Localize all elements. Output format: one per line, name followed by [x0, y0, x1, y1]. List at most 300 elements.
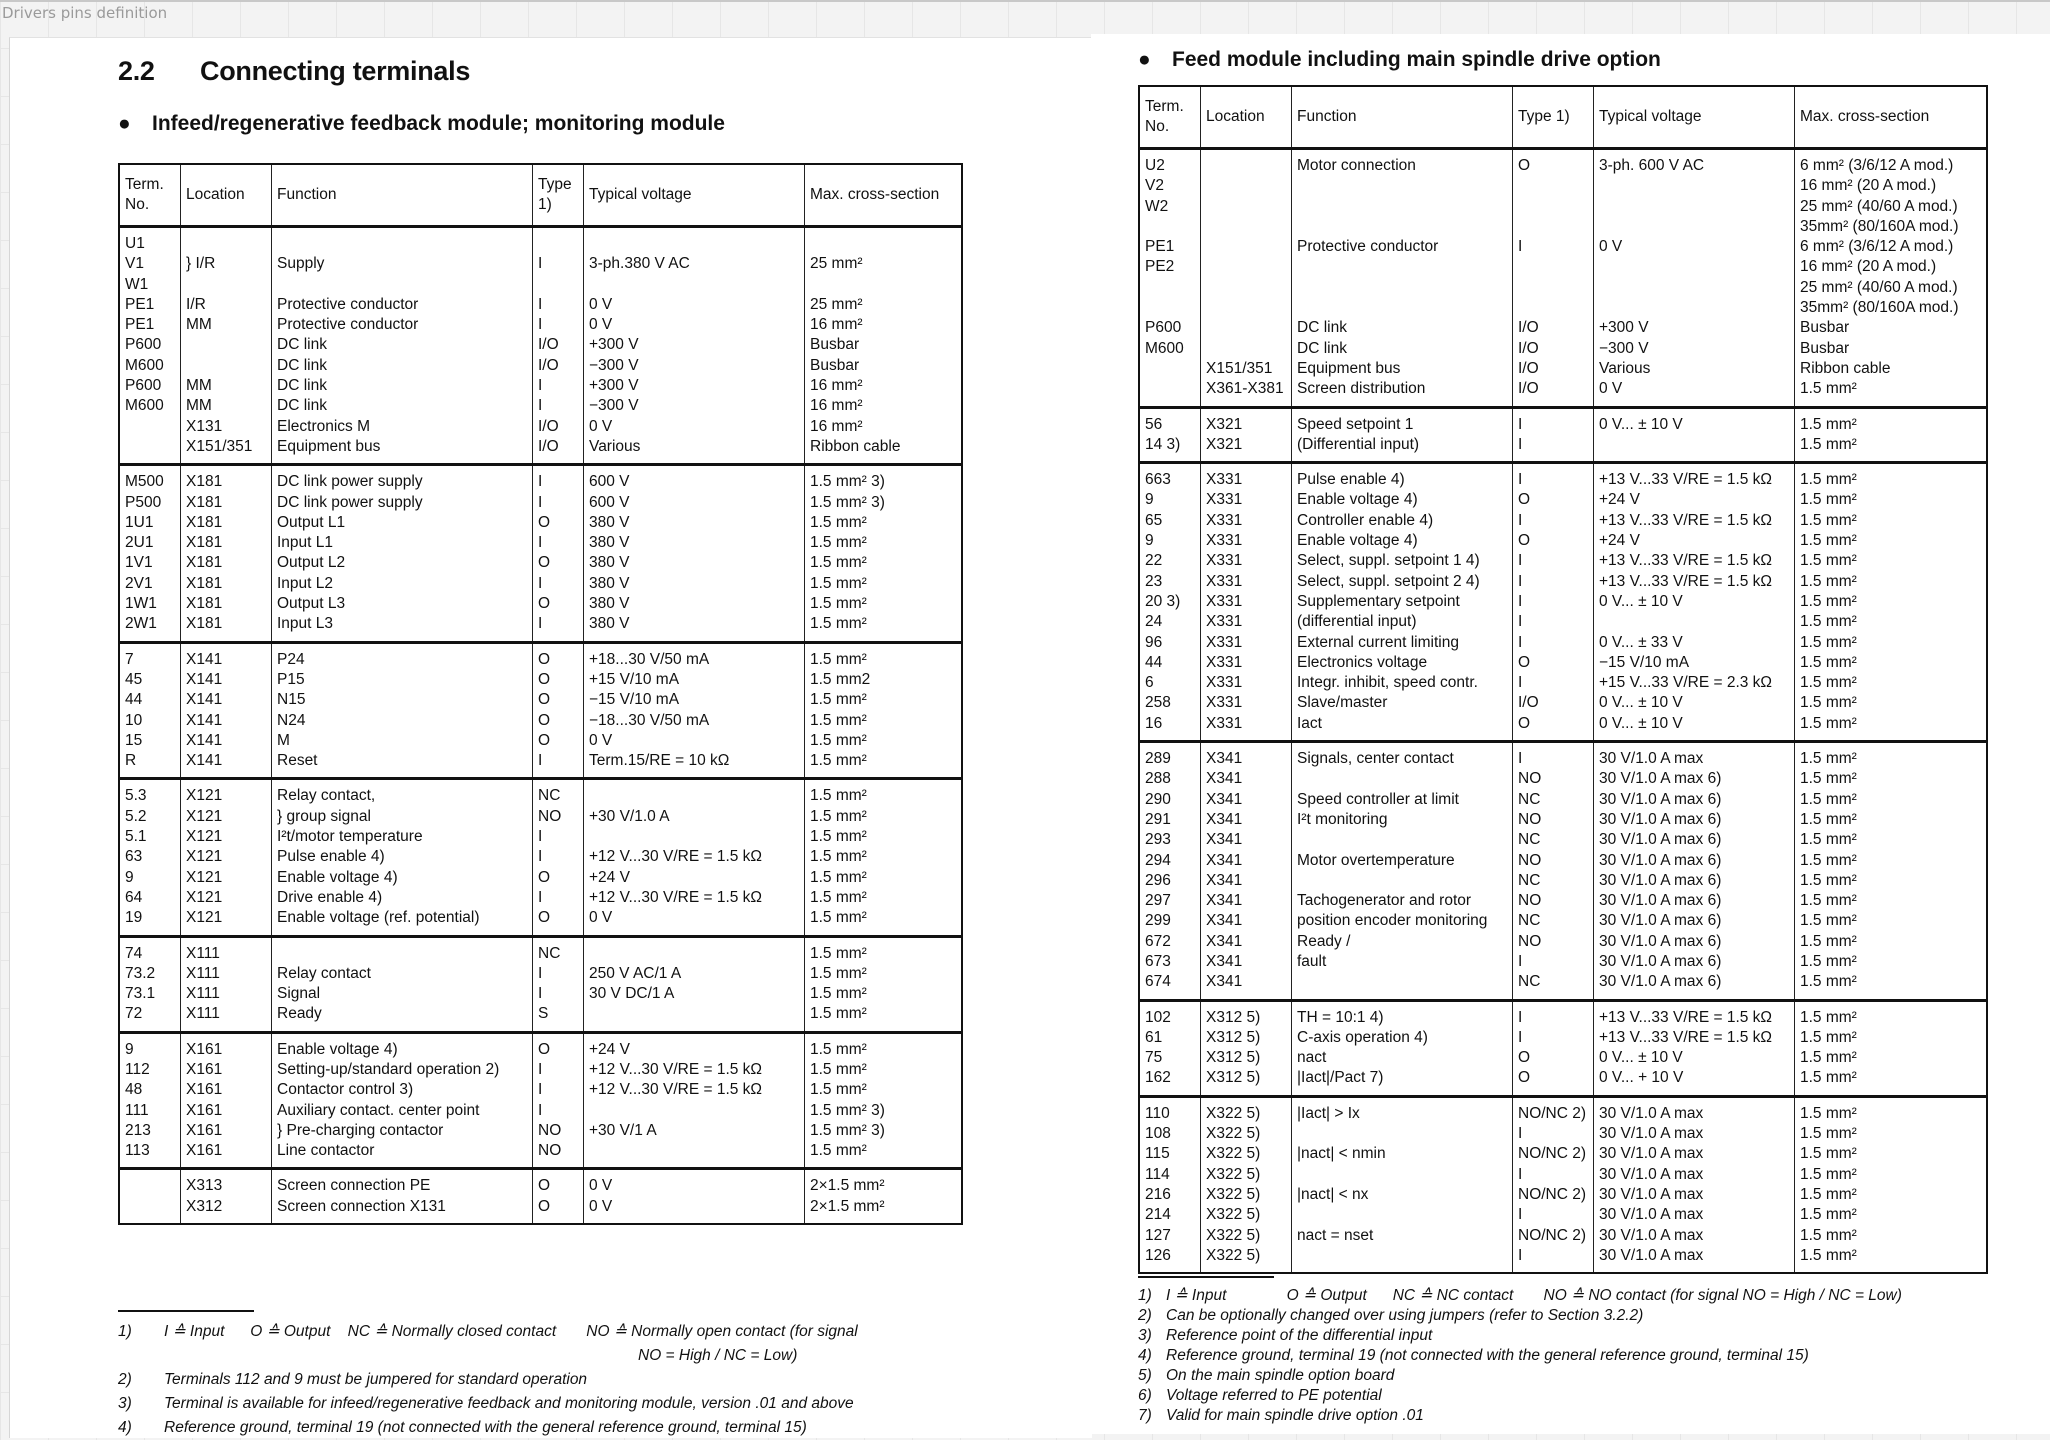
function-cell	[272, 227, 533, 255]
row-group	[1139, 407, 1987, 463]
table-row	[1139, 653, 1987, 673]
term-no-cell: 9	[1139, 531, 1201, 551]
term-no-cell: PE2	[1139, 257, 1201, 277]
typical-voltage-cell	[584, 275, 805, 295]
cross-section-cell: 1.5 mm² 3)	[805, 1101, 963, 1121]
function-cell: Input L1	[272, 533, 533, 553]
term-no-cell	[1139, 298, 1201, 318]
document-title: Drivers pins definition	[2, 4, 168, 22]
cross-section-cell: 1.5 mm² 3)	[805, 1121, 963, 1141]
table-row	[1139, 1124, 1987, 1144]
table-row	[1139, 490, 1987, 510]
cross-section-cell: Busbar	[1795, 339, 1988, 359]
type-cell: NC	[1513, 790, 1594, 810]
typical-voltage-cell: 0 V... ± 10 V	[1594, 592, 1795, 612]
typical-voltage-cell: −300 V	[1594, 339, 1795, 359]
type-cell: I	[1513, 237, 1594, 257]
typical-voltage-cell	[1594, 257, 1795, 277]
left-subtitle	[118, 112, 725, 136]
table-row	[1139, 379, 1987, 407]
location-cell	[1201, 237, 1292, 257]
location-cell: X151/351	[181, 437, 272, 465]
function-cell: Auxiliary contact. center point	[272, 1101, 533, 1121]
function-cell: Relay contact,	[272, 779, 533, 807]
table-row	[119, 437, 962, 465]
term-no-cell: 64	[119, 888, 181, 908]
cross-section-cell: 1.5 mm²	[1795, 463, 1988, 491]
function-cell: Line contactor	[272, 1141, 533, 1169]
cross-section-cell: 16 mm²	[805, 376, 963, 396]
location-cell: MM	[181, 396, 272, 416]
function-cell: Controller enable 4)	[1292, 511, 1513, 531]
location-cell: X181	[181, 493, 272, 513]
typical-voltage-cell: 30 V/1.0 A max 6)	[1594, 871, 1795, 891]
typical-voltage-cell: 30 V/1.0 A max	[1594, 742, 1795, 770]
type-cell: I/O	[533, 417, 584, 437]
table-row	[1139, 176, 1987, 196]
function-cell	[1292, 278, 1513, 298]
location-cell: X181	[181, 574, 272, 594]
cross-section-cell: 35mm² (80/160A mod.)	[1795, 217, 1988, 237]
typical-voltage-cell: −15 V/10 mA	[584, 690, 805, 710]
typical-voltage-cell: 30 V/1.0 A max 6)	[1594, 790, 1795, 810]
typical-voltage-cell	[1594, 298, 1795, 318]
table-row	[1139, 149, 1987, 177]
cross-section-cell: 1.5 mm²	[805, 984, 963, 1004]
location-cell: X341	[1201, 911, 1292, 931]
function-cell: Input L2	[272, 574, 533, 594]
right-subtitle	[1138, 48, 1661, 72]
table-row	[119, 807, 962, 827]
location-cell: X331	[1201, 714, 1292, 742]
typical-voltage-cell: 0 V... ± 10 V	[1594, 714, 1795, 742]
function-cell	[1292, 1246, 1513, 1273]
cross-section-cell: 1.5 mm²	[1795, 1068, 1988, 1096]
type-cell: I	[533, 465, 584, 493]
cross-section-cell: 16 mm² (20 A mod.)	[1795, 257, 1988, 277]
type-cell: O	[533, 670, 584, 690]
location-cell: X331	[1201, 463, 1292, 491]
location-cell: X312 5)	[1201, 1068, 1292, 1096]
location-cell: X111	[181, 936, 272, 964]
function-cell: Signals, center contact	[1292, 742, 1513, 770]
term-no-cell: 2W1	[119, 614, 181, 642]
footnote	[118, 1416, 998, 1440]
location-cell: X331	[1201, 572, 1292, 592]
location-cell: X331	[1201, 511, 1292, 531]
table-row	[119, 594, 962, 614]
location-cell: X181	[181, 614, 272, 642]
location-cell	[1201, 149, 1292, 177]
bullet-icon: ●	[1138, 48, 1151, 71]
term-no-cell: V2	[1139, 176, 1201, 196]
type-cell: I	[533, 1080, 584, 1100]
term-no-cell: 9	[119, 868, 181, 888]
cross-section-cell: 1.5 mm²	[1795, 673, 1988, 693]
cross-section-cell: 1.5 mm²	[805, 594, 963, 614]
type-cell: O	[1513, 149, 1594, 177]
term-no-cell: 294	[1139, 851, 1201, 871]
term-no-cell: 10	[119, 711, 181, 731]
typical-voltage-cell: 30 V/1.0 A max 6)	[1594, 851, 1795, 871]
row-group	[1139, 149, 1987, 408]
cross-section-cell: 1.5 mm²	[1795, 891, 1988, 911]
function-cell: |nact| < nmin	[1292, 1144, 1513, 1164]
typical-voltage-cell: +12 V...30 V/RE = 1.5 kΩ	[584, 888, 805, 908]
typical-voltage-cell	[584, 1141, 805, 1169]
table-row	[119, 254, 962, 274]
term-no-cell: 299	[1139, 911, 1201, 931]
type-cell: I	[533, 614, 584, 642]
footnote	[1138, 1326, 2038, 1346]
typical-voltage-cell: +300 V	[584, 335, 805, 355]
term-no-cell: 214	[1139, 1205, 1201, 1225]
typical-voltage-cell	[584, 936, 805, 964]
location-cell: X341	[1201, 810, 1292, 830]
typical-voltage-cell: +12 V...30 V/RE = 1.5 kΩ	[584, 1060, 805, 1080]
table-row	[119, 964, 962, 984]
table-row	[119, 574, 962, 594]
term-no-cell: 7	[119, 642, 181, 670]
table-row	[1139, 407, 1987, 435]
term-no-cell: 96	[1139, 633, 1201, 653]
term-no-cell	[119, 1197, 181, 1224]
table-row	[119, 295, 962, 315]
table-row	[119, 513, 962, 533]
location-cell: X111	[181, 984, 272, 1004]
typical-voltage-cell: 3-ph. 600 V AC	[1594, 149, 1795, 177]
cross-section-cell: 25 mm²	[805, 295, 963, 315]
location-cell: X161	[181, 1101, 272, 1121]
col-term: Term. No.	[1139, 86, 1201, 149]
location-cell: X331	[1201, 551, 1292, 571]
row-group	[1139, 463, 1987, 742]
typical-voltage-cell	[584, 827, 805, 847]
function-cell	[1292, 1165, 1513, 1185]
footnote-number: 3)	[118, 1395, 132, 1412]
footnote	[118, 1368, 998, 1392]
type-cell: I	[533, 751, 584, 779]
type-cell	[1513, 257, 1594, 277]
col-type: Type 1)	[533, 164, 584, 227]
location-cell: X331	[1201, 653, 1292, 673]
right-footnotes	[1138, 1276, 2038, 1426]
table-row	[119, 779, 962, 807]
term-no-cell: 9	[119, 1032, 181, 1060]
term-no-cell	[1139, 278, 1201, 298]
table-row	[119, 315, 962, 335]
window-top-border	[0, 0, 2050, 2]
table-row	[1139, 952, 1987, 972]
cross-section-cell: Ribbon cable	[1795, 359, 1988, 379]
table-row	[1139, 298, 1987, 318]
table-row	[1139, 714, 1987, 742]
location-cell: X312 5)	[1201, 1048, 1292, 1068]
table-row	[1139, 435, 1987, 463]
term-no-cell: 293	[1139, 830, 1201, 850]
function-cell: Speed setpoint 1	[1292, 407, 1513, 435]
type-cell: I	[533, 254, 584, 274]
footnote-number: 6)	[1138, 1387, 1152, 1404]
term-no-cell: 127	[1139, 1226, 1201, 1246]
function-cell	[272, 275, 533, 295]
location-cell: MM	[181, 315, 272, 335]
type-cell: NO/NC 2)	[1513, 1185, 1594, 1205]
cross-section-cell: 25 mm²	[805, 254, 963, 274]
function-cell: C-axis operation 4)	[1292, 1028, 1513, 1048]
cross-section-cell: 1.5 mm²	[805, 731, 963, 751]
cross-section-cell: 1.5 mm²	[1795, 612, 1988, 632]
typical-voltage-cell: 30 V DC/1 A	[584, 984, 805, 1004]
col-term: Term. No.	[119, 164, 181, 227]
type-cell: I	[1513, 1124, 1594, 1144]
typical-voltage-cell: 380 V	[584, 594, 805, 614]
footnote-text: Terminals 112 and 9 must be jumpered for standard operation	[164, 1371, 588, 1388]
type-cell: S	[533, 1004, 584, 1032]
function-cell: Input L3	[272, 614, 533, 642]
footnote-continuation: NO = High / NC = Low)	[638, 1347, 798, 1364]
type-cell: I	[533, 295, 584, 315]
term-no-cell: W1	[119, 275, 181, 295]
location-cell: X331	[1201, 673, 1292, 693]
type-cell: O	[1513, 490, 1594, 510]
table-row	[119, 614, 962, 642]
location-cell: X312	[181, 1197, 272, 1224]
term-no-cell: P600	[1139, 318, 1201, 338]
term-no-cell: P600	[119, 376, 181, 396]
typical-voltage-cell	[1594, 278, 1795, 298]
cross-section-cell: 1.5 mm²	[805, 553, 963, 573]
type-cell: O	[533, 553, 584, 573]
location-cell: X181	[181, 533, 272, 553]
typical-voltage-cell: +24 V	[1594, 531, 1795, 551]
type-cell: O	[533, 690, 584, 710]
table-row	[119, 751, 962, 779]
location-cell: X331	[1201, 490, 1292, 510]
term-no-cell: 673	[1139, 952, 1201, 972]
cross-section-cell: 1.5 mm²	[1795, 851, 1988, 871]
location-cell: X322 5)	[1201, 1124, 1292, 1144]
term-no-cell: 213	[119, 1121, 181, 1141]
cross-section-cell: 1.5 mm²	[1795, 407, 1988, 435]
term-no-cell: P600	[119, 335, 181, 355]
type-cell: I	[1513, 742, 1594, 770]
location-cell: X121	[181, 827, 272, 847]
table-row	[119, 847, 962, 867]
function-cell: Reset	[272, 751, 533, 779]
table-row	[1139, 1000, 1987, 1028]
term-no-cell: 663	[1139, 463, 1201, 491]
term-no-cell: 73.1	[119, 984, 181, 1004]
function-cell: Integr. inhibit, speed contr.	[1292, 673, 1513, 693]
table-row	[1139, 932, 1987, 952]
cross-section-cell: 1.5 mm²	[1795, 633, 1988, 653]
table-row	[119, 936, 962, 964]
footnote	[1138, 1306, 2038, 1326]
location-cell: MM	[181, 376, 272, 396]
type-cell: I	[533, 888, 584, 908]
table-row	[1139, 318, 1987, 338]
type-cell: I/O	[533, 356, 584, 376]
location-cell: X141	[181, 670, 272, 690]
typical-voltage-cell: −300 V	[584, 356, 805, 376]
typical-voltage-cell: Various	[584, 437, 805, 465]
function-cell: Electronics voltage	[1292, 653, 1513, 673]
cross-section-cell: 1.5 mm²	[1795, 932, 1988, 952]
typical-voltage-cell: 0 V	[584, 295, 805, 315]
cross-section-cell: 16 mm²	[805, 396, 963, 416]
type-cell: O	[1513, 653, 1594, 673]
location-cell: X111	[181, 964, 272, 984]
table-row	[1139, 810, 1987, 830]
type-cell: I	[1513, 1246, 1594, 1273]
location-cell: X131	[181, 417, 272, 437]
table-row	[119, 396, 962, 416]
function-cell	[1292, 830, 1513, 850]
function-cell: Output L3	[272, 594, 533, 614]
table-row	[119, 827, 962, 847]
function-cell: P24	[272, 642, 533, 670]
location-cell: X322 5)	[1201, 1205, 1292, 1225]
function-cell: DC link power supply	[272, 493, 533, 513]
location-cell: X121	[181, 807, 272, 827]
type-cell: I/O	[1513, 379, 1594, 407]
cross-section-cell: 1.5 mm²	[805, 1141, 963, 1169]
typical-voltage-cell: 3-ph.380 V AC	[584, 254, 805, 274]
function-cell: DC link	[272, 396, 533, 416]
table-row	[119, 731, 962, 751]
cross-section-cell: 1.5 mm²	[1795, 531, 1988, 551]
row-group	[119, 936, 962, 1032]
location-cell: X181	[181, 513, 272, 533]
cross-section-cell: 1.5 mm²	[1795, 1246, 1988, 1273]
function-cell: (differential input)	[1292, 612, 1513, 632]
footnote-number: 1)	[1138, 1287, 1152, 1304]
footnote-number: 3)	[1138, 1327, 1152, 1344]
term-no-cell: 2V1	[119, 574, 181, 594]
typical-voltage-cell: 380 V	[584, 614, 805, 642]
type-cell: I	[533, 827, 584, 847]
location-cell	[1201, 217, 1292, 237]
term-no-cell: 1V1	[119, 553, 181, 573]
table-row	[1139, 572, 1987, 592]
typical-voltage-cell: +18...30 V/50 mA	[584, 642, 805, 670]
typical-voltage-cell: 30 V/1.0 A max 6)	[1594, 769, 1795, 789]
cross-section-cell: 1.5 mm²	[1795, 653, 1988, 673]
cross-section-cell: 1.5 mm²	[805, 936, 963, 964]
table-row	[119, 711, 962, 731]
cross-section-cell: 1.5 mm²	[805, 908, 963, 936]
table-row	[1139, 1028, 1987, 1048]
table-row	[119, 493, 962, 513]
function-cell	[1292, 871, 1513, 891]
location-cell: X313	[181, 1169, 272, 1197]
row-group	[1139, 1096, 1987, 1273]
function-cell: Electronics M	[272, 417, 533, 437]
function-cell: Enable voltage 4)	[272, 868, 533, 888]
type-cell	[1513, 197, 1594, 217]
type-cell: I	[1513, 407, 1594, 435]
footnote-text: Terminal is available for infeed/regenerative feedback and monitoring module, version .01 and above	[164, 1395, 854, 1412]
cross-section-cell: 1.5 mm²	[1795, 830, 1988, 850]
cross-section-cell: 1.5 mm²	[1795, 1124, 1988, 1144]
function-cell: |Iact| > Ix	[1292, 1096, 1513, 1124]
cross-section-cell: 1.5 mm²	[1795, 1048, 1988, 1068]
type-cell	[1513, 217, 1594, 237]
function-cell: Equipment bus	[1292, 359, 1513, 379]
table-row	[1139, 551, 1987, 571]
location-cell: X111	[181, 1004, 272, 1032]
term-no-cell: R	[119, 751, 181, 779]
typical-voltage-cell: 380 V	[584, 574, 805, 594]
cross-section-cell: Busbar	[805, 356, 963, 376]
cross-section-cell: 1.5 mm²	[805, 1080, 963, 1100]
term-no-cell	[119, 417, 181, 437]
type-cell: O	[533, 1032, 584, 1060]
table-row	[1139, 339, 1987, 359]
function-cell: Screen connection PE	[272, 1169, 533, 1197]
function-cell	[1292, 176, 1513, 196]
col-location: Location	[181, 164, 272, 227]
term-no-cell: U2	[1139, 149, 1201, 177]
row-group	[119, 642, 962, 779]
footnote-number: 4)	[1138, 1347, 1152, 1364]
term-no-cell: 290	[1139, 790, 1201, 810]
typical-voltage-cell: 30 V/1.0 A max	[1594, 1144, 1795, 1164]
typical-voltage-cell: −300 V	[584, 396, 805, 416]
type-cell: NO	[1513, 769, 1594, 789]
function-cell: Setting-up/standard operation 2)	[272, 1060, 533, 1080]
term-no-cell: 74	[119, 936, 181, 964]
location-cell	[1201, 339, 1292, 359]
cross-section-cell: 1.5 mm²	[805, 888, 963, 908]
typical-voltage-cell: +24 V	[584, 1032, 805, 1060]
term-no-cell: 289	[1139, 742, 1201, 770]
function-cell	[1292, 1124, 1513, 1144]
type-cell: O	[533, 711, 584, 731]
table-row	[119, 335, 962, 355]
function-cell: Slave/master	[1292, 693, 1513, 713]
location-cell: X341	[1201, 769, 1292, 789]
location-cell: X161	[181, 1032, 272, 1060]
location-cell: X322 5)	[1201, 1165, 1292, 1185]
left-subtitle-text: Infeed/regenerative feedback module; monitoring module	[152, 112, 725, 135]
function-cell: M	[272, 731, 533, 751]
term-no-cell: 111	[119, 1101, 181, 1121]
location-cell: X341	[1201, 830, 1292, 850]
type-cell: I/O	[1513, 359, 1594, 379]
location-cell: X341	[1201, 871, 1292, 891]
function-cell: Protective conductor	[272, 295, 533, 315]
type-cell: I	[533, 847, 584, 867]
section-heading	[118, 56, 470, 87]
function-cell: DC link	[272, 376, 533, 396]
type-cell: NC	[1513, 972, 1594, 1000]
typical-voltage-cell: 380 V	[584, 553, 805, 573]
typical-voltage-cell: 0 V... ± 10 V	[1594, 1048, 1795, 1068]
location-cell: X161	[181, 1060, 272, 1080]
typical-voltage-cell: +15 V...33 V/RE = 2.3 kΩ	[1594, 673, 1795, 693]
cross-section-cell: 1.5 mm²	[805, 779, 963, 807]
location-cell: X321	[1201, 435, 1292, 463]
cross-section-cell: 1.5 mm² 3)	[805, 465, 963, 493]
cross-section-cell: 1.5 mm²	[805, 807, 963, 827]
term-no-cell: PE1	[1139, 237, 1201, 257]
function-cell: fault	[1292, 952, 1513, 972]
function-cell: DC link	[272, 356, 533, 376]
cross-section-cell: 1.5 mm²	[1795, 1226, 1988, 1246]
table-row	[1139, 871, 1987, 891]
